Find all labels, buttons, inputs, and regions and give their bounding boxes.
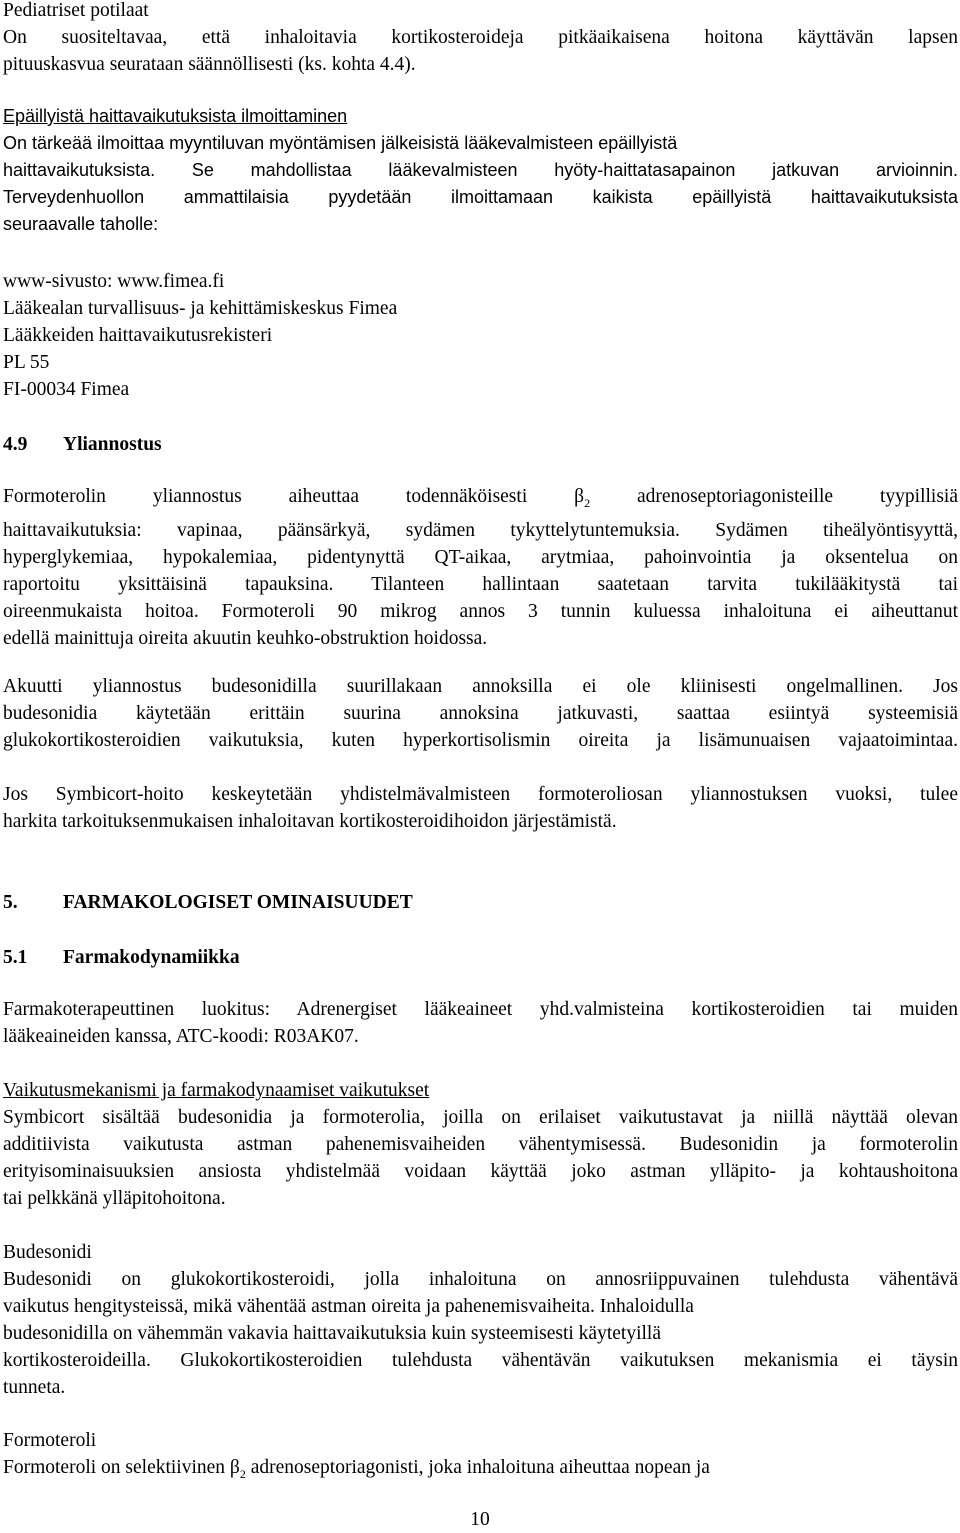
section-number: 5.1 [3,947,28,968]
mechanism-line: additiivista vaikutusta astman pahenemisvaiheiden vähentymisessä. Budesonidin ja formoterolin [3,1134,958,1155]
section-heading-4-9 [3,431,958,458]
budesonide-line: kortikosteroideilla. Glukokortikosteroidien tulehdusta vähentävän vaikutuksen mekanismia ei täysin [3,1350,958,1371]
section-heading-5-1 [3,944,958,971]
budesonide-line: budesonidilla on vähemmän vakavia haittavaikutuksia kuin systeemisesti käytetyillä [3,1323,661,1344]
pediatric-title: Pediatriset potilaat [3,0,149,21]
section-heading-5 [3,889,958,916]
budesonide-section [3,1239,958,1401]
section-title: FARMAKOLOGISET OMINAISUUDET [63,892,413,913]
overdose-line: glukokortikosteroidien vaikutuksia, kuten hyperkortisolismin oireita ja lisämunuaisen vajaatoimintaa. [3,730,958,751]
overdose-line: oireenmukaista hoitoa. Formoteroli 90 mikrog annos 3 tunnin kuluessa inhaloituna ei aiheuttanut [3,600,958,622]
budesonide-line: Budesonidi on glukokortikosteroidi, jolla inhaloituna on annosriippuvainen tulehdusta vähentävä [3,1269,958,1290]
section-title: Yliannostus [63,434,162,455]
address-line: Lääkealan turvallisuus- ja kehittämiskeskus Fimea [3,298,398,319]
reporting-line: On tärkeää ilmoittaa myyntiluvan myöntämisen jälkeisistä lääkevalmisteen epäillyistä [3,133,678,153]
overdose-line: budesonidia käytetään erittäin suurina annoksina jatkuvasti, saattaa esiintyä systeemisiä [3,703,958,724]
section-number: 4.9 [3,434,28,455]
mechanism-title: Vaikutusmekanismi ja farmakodynaamiset vaikutukset [3,1080,430,1101]
budesonide-line: tunneta. [3,1377,66,1398]
reporting-section [3,103,958,238]
overdose-line: harkita tarkoituksenmukaisen inhaloitavan kortikosteroidihoidon järjestämistä. [3,811,617,832]
pediatric-line: pituuskasvua seurataan säännöllisesti (ks. kohta 4.4). [3,54,416,75]
overdose-line: edellä mainittuja oireita akuutin keuhko-obstruktion hoidossa. [3,627,488,649]
overdose-paragraph-1 [3,483,958,652]
overdose-paragraph-2 [3,673,958,754]
overdose-line: raportoitu yksittäisinä tapauksina. Tilanteen hallintaan saatetaan tarvita tukilääkitystä tai [3,573,958,595]
address-line: Lääkkeiden haittavaikutusrekisteri [3,325,273,346]
mechanism-section [3,1077,958,1212]
page-number: 10 [470,1509,490,1530]
pediatric-section [3,0,958,78]
classification-paragraph [3,996,958,1050]
reporting-title: Epäillyistä haittavaikutuksista ilmoittaminen [3,106,348,126]
address-website: www-sivusto: www.fimea.fi [3,271,225,292]
reporting-line: seuraavalle taholle: [3,214,159,234]
mechanism-line: Symbicort sisältää budesonidia ja formoterolia, joilla on erilaiset vaikutustavat ja niillä näyttää olevan [3,1107,958,1128]
mechanism-line: erityisominaisuuksien ansiosta yhdistelmää voidaan käyttää joko astman ylläpito- ja kohtaushoitona [3,1161,958,1182]
pediatric-line: On suositeltavaa, että inhaloitavia kortikosteroideja pitkäaikaisena hoitona käyttävän lapsen [3,27,958,48]
overdose-line: hyperglykemiaa, hypokalemiaa, pidentynyttä QT-aikaa, arytmiaa, pahoinvointia ja oksentelua on [3,546,958,568]
overdose-line: Jos Symbicort-hoito keskeytetään yhdistelmävalmisteen formoteroliosan yliannostuksen vuoksi, tulee [3,784,958,805]
formoterol-line: Formoteroli on selektiivinen $\beta_2$ adrenoseptoriagonisti, joka inhaloituna aiheuttaa nopean ja [3,1457,710,1481]
reporting-line: haittavaikutuksista. Se mahdollistaa lääkevalmisteen hyöty-haittatasapainon jatkuvan arvioinnin. [3,160,958,180]
classification-line: Farmakoterapeuttinen luokitus: Adrenergiset lääkeaineet yhd.valmisteina kortikosteroidien tai muiden [3,999,958,1020]
address-line: PL 55 [3,352,50,373]
formoterol-section [3,1427,958,1488]
overdose-paragraph-3 [3,781,958,835]
section-title: Farmakodynamiikka [63,947,240,968]
classification-line: lääkeaineiden kanssa, ATC-koodi: R03AK07. [3,1026,359,1047]
section-number: 5. [3,892,18,913]
address-line: FI-00034 Fimea [3,379,130,400]
overdose-line: Formoterolin yliannostus aiheuttaa todennäköisesti $\beta_2$ adrenoseptoriagonisteille tyypillisiä [3,486,958,510]
reporting-line: Terveydenhuollon ammattilaisia pyydetään ilmoittamaan kaikista epäillyistä haittavaikutuksista [3,187,958,207]
budesonide-line: vaikutus hengitysteissä, mikä vähentää astman oireita ja pahenemisvaiheita. Inhaloidulla [3,1296,694,1317]
overdose-line: Akuutti yliannostus budesonidilla suurillakaan annoksilla ei ole kliinisesti ongelmallinen. Jos [3,676,958,697]
mechanism-line: tai pelkkänä ylläpitohoitona. [3,1188,226,1209]
overdose-line: haittavaikutuksia: vapinaa, päänsärkyä, sydämen tykyttelytuntemuksia. Sydämen tiheälyöntisyyttä, [3,519,958,541]
formoterol-title: Formoteroli [3,1430,97,1451]
budesonide-title: Budesonidi [3,1242,92,1263]
reporting-address [3,268,958,403]
